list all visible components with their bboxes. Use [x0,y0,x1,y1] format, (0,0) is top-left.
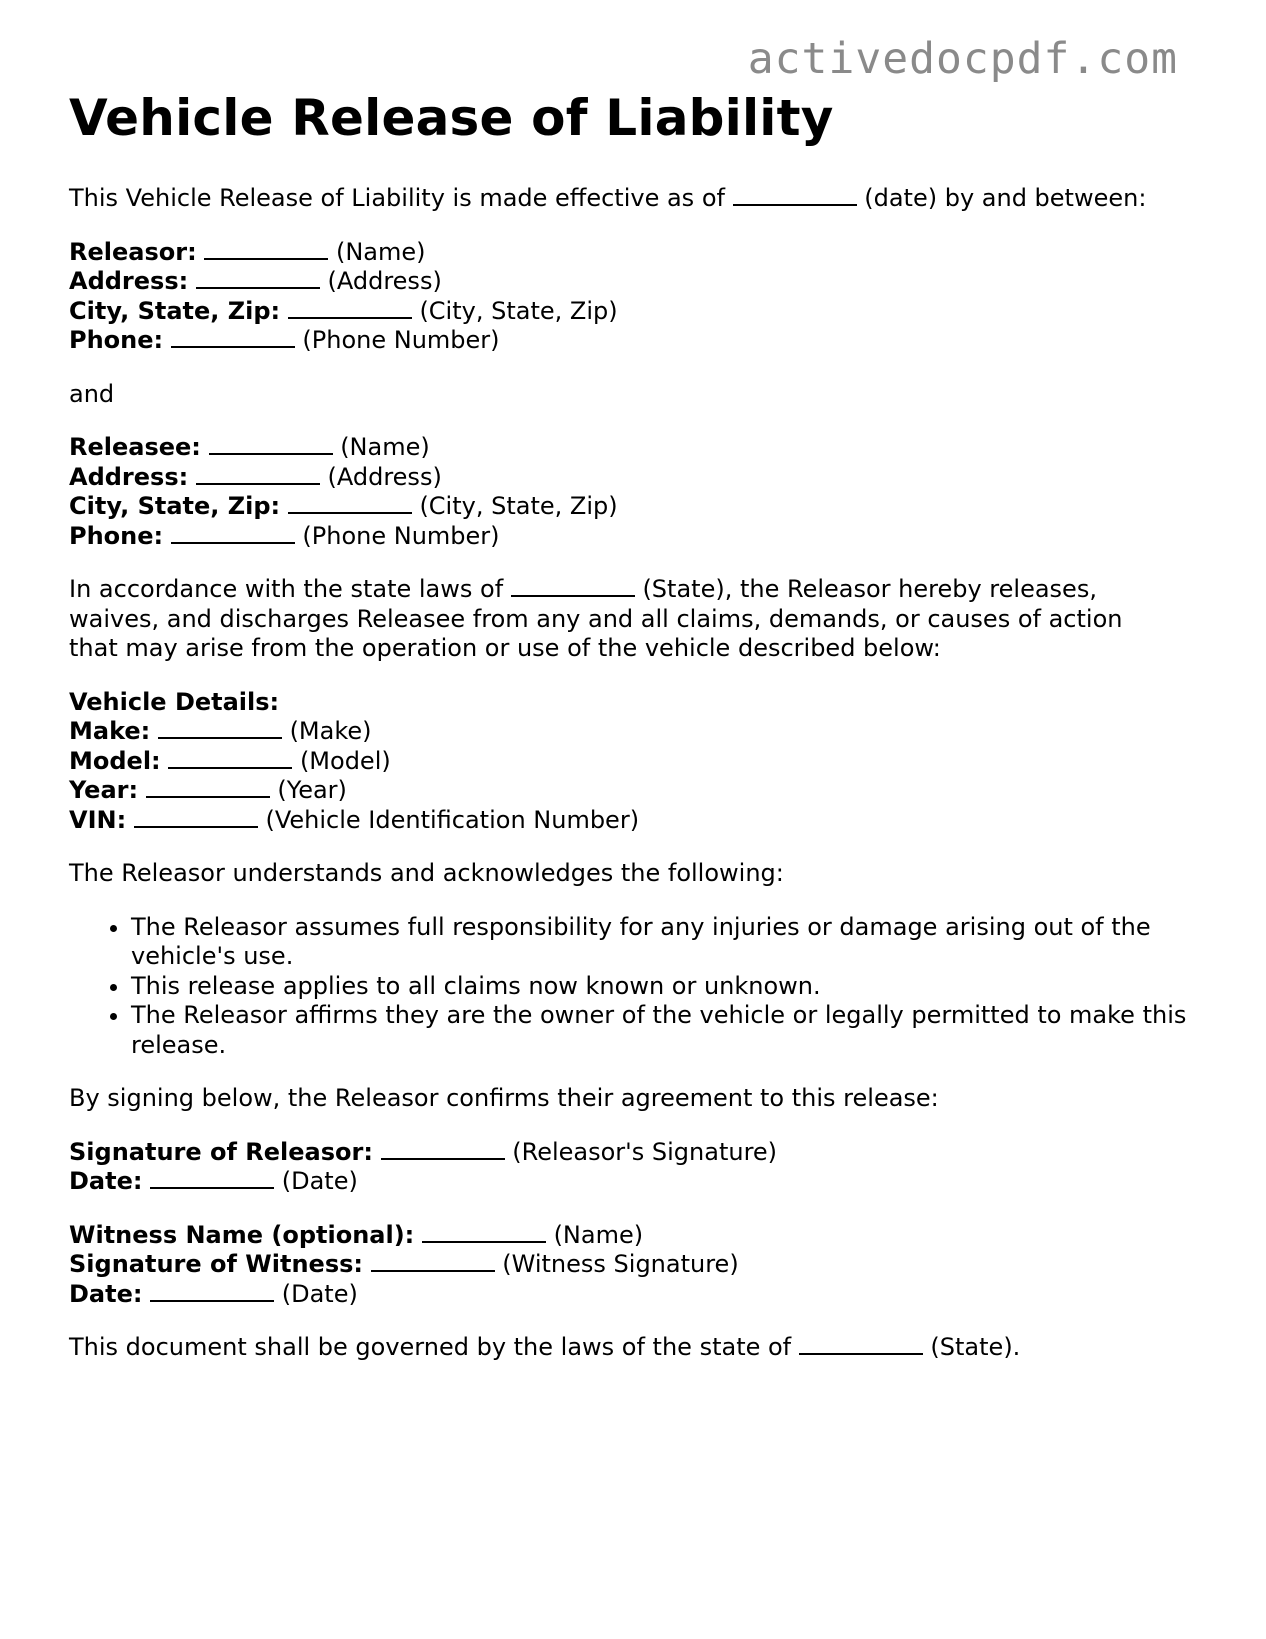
field-label: Address: [69,267,189,295]
governing-law-paragraph [69,1333,1189,1363]
governing-suffix: (State). [930,1333,1021,1361]
witness-date-row [69,1280,1189,1310]
releasor-city-row [69,297,1189,327]
field-hint: (Releasor's Signature) [512,1137,778,1166]
field-label: Date: [69,1279,143,1308]
field-hint: (Date) [281,1167,358,1195]
releasor-name-row [69,238,1189,268]
field-label: Address: [69,462,189,491]
release-line [69,575,1189,605]
vin-blank[interactable] [134,808,258,828]
field-label: Signature of Witness: [69,1250,363,1278]
field-label: Releasee: [69,433,201,461]
field-hint: (City, State, Zip) [419,296,618,325]
field-hint: (Name) [340,433,430,461]
witness-name-blank[interactable] [422,1223,546,1243]
vehicle-make-row [69,717,1189,747]
releasor-address-blank[interactable] [196,269,320,289]
intro-paragraph [69,184,1189,214]
and-text: and [69,379,115,408]
field-hint: (Phone Number) [302,521,500,550]
model-blank[interactable] [168,749,292,769]
field-label: Year: [69,776,139,804]
list-item: • This release applies to all claims now known or unknown. [131,972,1189,1002]
witness-name-row [69,1221,1189,1251]
releasee-city-blank[interactable] [288,494,412,514]
field-label: Releasor: [69,237,197,266]
release-paragraph [69,575,1189,664]
releasee-city-row [69,492,1189,522]
witness-section [69,1221,1189,1310]
vehicle-vin-row [69,806,1189,836]
witness-signature-blank[interactable] [371,1252,495,1272]
vehicle-year-row [69,776,1189,806]
field-label: Date: [69,1167,143,1195]
releasee-phone-blank[interactable] [171,524,295,544]
field-label: Make: [69,717,151,745]
field-label: City, State, Zip: [69,296,281,325]
acknowledgement-list [69,913,1189,1061]
field-label: Phone: [69,521,164,550]
watermark: activedocpdf.com [747,34,1178,84]
field-hint: (Name) [335,237,426,266]
field-hint: (Phone Number) [302,326,500,354]
releasor-signature-row [69,1138,1189,1168]
governing-state-blank[interactable] [799,1335,923,1355]
release-line: waives, and discharges Releasee from any and all claims, demands, or causes of action [69,604,1123,633]
releasee-name-row [69,433,1189,463]
releasee-address-blank[interactable] [196,465,320,485]
release-text: (State), the Releasor hereby releases, [642,575,1097,603]
year-blank[interactable] [146,778,270,798]
releasor-city-blank[interactable] [288,299,412,319]
governing-text: This document shall be governed by the laws of the state of [69,1333,792,1361]
vehicle-details-heading [69,688,1189,718]
releasor-name-blank[interactable] [204,240,328,260]
release-text: In accordance with the state laws of [69,575,504,603]
effective-date-blank[interactable] [733,186,857,206]
state-blank[interactable] [511,577,635,597]
field-label: Witness Name (optional): [69,1220,415,1249]
releasee-section [69,433,1189,551]
releasee-phone-row [69,522,1189,552]
section-heading: Vehicle Details: [69,687,280,716]
field-hint: (Year) [277,776,347,804]
field-label: City, State, Zip: [69,492,281,520]
intro-suffix: (date) by and between: [864,184,1147,212]
releasee-name-blank[interactable] [209,435,333,455]
document-title: Vehicle Release of Liability [69,89,834,147]
releasor-date-blank[interactable] [150,1169,274,1189]
field-hint: (City, State, Zip) [419,492,618,520]
field-hint: (Address) [327,462,442,491]
field-label: VIN: [69,805,127,834]
witness-date-blank[interactable] [150,1282,274,1302]
acknowledge-intro: The Releasor understands and acknowledges the following: [69,859,784,887]
document-page [69,86,1189,1363]
field-hint: (Make) [289,717,372,745]
field-hint: (Address) [327,267,442,295]
signing-intro: By signing below, the Releasor confirms their agreement to this release: [69,1084,939,1112]
releasor-phone-row [69,326,1189,356]
list-item: • The Releasor assumes full responsibility for any injuries or damage arising out of the vehicle's use. [131,913,1189,972]
witness-signature-row [69,1250,1189,1280]
make-blank[interactable] [158,719,282,739]
field-label: Model: [69,746,161,775]
intro-text: This Vehicle Release of Liability is made effective as of [69,184,725,212]
releasor-phone-blank[interactable] [171,328,295,348]
field-label: Phone: [69,326,164,354]
field-hint: (Witness Signature) [502,1250,739,1278]
releasor-date-row [69,1167,1189,1197]
releasor-signature-section [69,1138,1189,1197]
releasor-signature-blank[interactable] [381,1140,505,1160]
releasor-address-row [69,267,1189,297]
vehicle-details-section [69,688,1189,836]
field-hint: (Model) [299,746,391,775]
field-hint: (Vehicle Identification Number) [265,805,640,834]
list-item: • The Releasor affirms they are the owner of the vehicle or legally permitted to make this release. [131,1001,1189,1060]
field-hint: (Date) [281,1279,358,1308]
release-line: that may arise from the operation or use of the vehicle described below: [69,634,941,662]
releasor-section [69,238,1189,356]
vehicle-model-row [69,747,1189,777]
field-hint: (Name) [553,1220,644,1249]
field-label: Signature of Releasor: [69,1137,373,1166]
releasee-address-row [69,463,1189,493]
